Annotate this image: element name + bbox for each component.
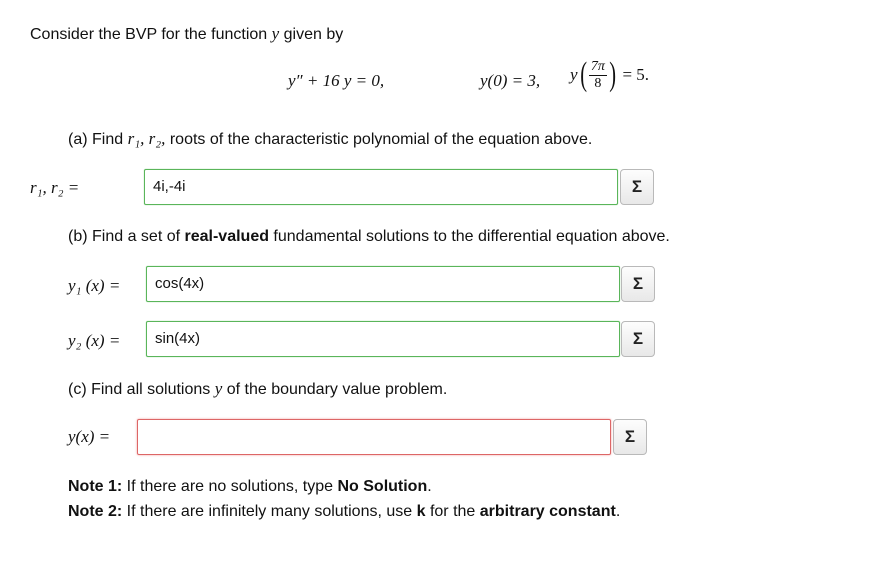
part-a-text-end: roots of the characteristic polynomial of the equation above. bbox=[165, 131, 593, 148]
bc2-rhs: = 5. bbox=[622, 65, 650, 84]
y2-sigma-button[interactable]: Σ bbox=[621, 321, 655, 357]
boundary-condition-2: y( $\frac{7\pi}{8}$ ) = 5. bbox=[570, 56, 650, 93]
part-b-prompt bbox=[68, 228, 670, 246]
part-a-prompt bbox=[68, 129, 592, 149]
roots-sigma-button[interactable]: Σ bbox=[620, 169, 654, 205]
part-a-roots-var: r₁, r₂, bbox=[127, 129, 166, 148]
roots-input[interactable]: 4i,-4i bbox=[144, 169, 618, 205]
y1-input[interactable]: cos(4x) bbox=[146, 266, 620, 302]
intro-text: Consider the BVP for the function bbox=[30, 26, 272, 43]
bc2-fraction bbox=[589, 60, 607, 91]
note-2-k: k bbox=[416, 503, 426, 520]
ode-equation: y″ + 16 y = 0, bbox=[288, 71, 385, 90]
part-c-text: (c) Find all solutions bbox=[68, 381, 215, 398]
note-1-label: Note 1: bbox=[68, 478, 123, 495]
note-1-bold: No Solution bbox=[337, 478, 428, 495]
intro-var: y bbox=[271, 24, 280, 43]
solution-input[interactable] bbox=[137, 419, 611, 455]
note-2-label: Note 2: bbox=[68, 503, 123, 520]
note-1-end: . bbox=[427, 478, 432, 495]
y2-input[interactable]: sin(4x) bbox=[146, 321, 620, 357]
note-2-end: . bbox=[615, 503, 621, 520]
y1-sigma-button[interactable]: Σ bbox=[621, 266, 655, 302]
y2-label: y₂ (x) = bbox=[68, 331, 121, 350]
solution-sigma-button[interactable]: Σ bbox=[613, 419, 647, 455]
solution-label: y(x) = bbox=[68, 427, 111, 446]
bc2-denominator: 8 bbox=[594, 75, 602, 91]
part-b-text-end: fundamental solutions to the differential equation above. bbox=[268, 228, 670, 245]
note-2 bbox=[68, 503, 620, 521]
part-b-bold: real-valued bbox=[184, 228, 269, 245]
part-c-var: y bbox=[214, 379, 223, 398]
note-1 bbox=[68, 478, 432, 496]
note-2-bold: arbitrary constant bbox=[479, 503, 616, 520]
y1-label: y₁ (x) = bbox=[68, 276, 121, 295]
note-2-text: If there are infinitely many solutions, use bbox=[122, 503, 417, 520]
bc2-fn: y bbox=[570, 65, 578, 84]
part-c-prompt bbox=[68, 379, 447, 399]
bc2-numerator: 7π bbox=[590, 58, 605, 74]
roots-label: r₁, r₂ = bbox=[30, 178, 80, 197]
intro-suffix: given by bbox=[279, 26, 344, 43]
note-2-mid: for the bbox=[425, 503, 480, 520]
part-a-text: (a) Find bbox=[68, 131, 128, 148]
note-1-text: If there are no solutions, type bbox=[122, 478, 338, 495]
part-c-text-end: of the boundary value problem. bbox=[222, 381, 448, 398]
part-b-text: (b) Find a set of bbox=[68, 228, 185, 245]
boundary-condition-1: y(0) = 3, bbox=[480, 71, 541, 90]
problem-intro bbox=[30, 24, 343, 44]
